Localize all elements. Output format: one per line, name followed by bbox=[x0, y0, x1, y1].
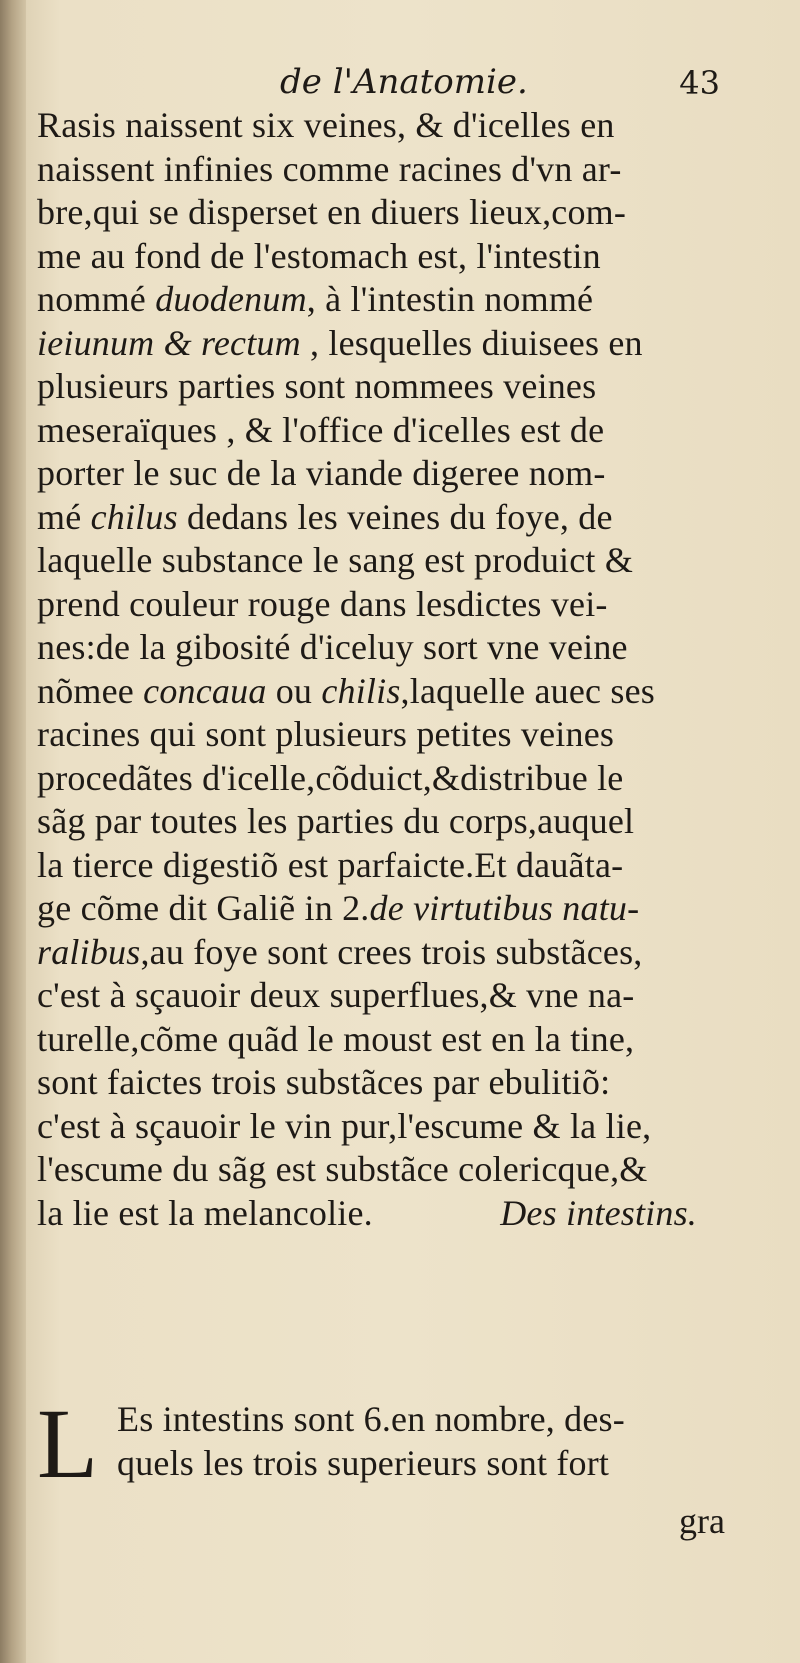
drop-cap: L bbox=[37, 1388, 99, 1499]
text-line: c'est à sçauoir le vin pur,l'escume & la lie, bbox=[37, 1105, 652, 1146]
text-line: la lie est la melancolie. Des intestins. bbox=[37, 1192, 727, 1236]
text-line: meseraïques , & l'office d'icelles est de bbox=[37, 409, 605, 450]
text-line: ieiunum & rectum , lesquelles diuisees en bbox=[37, 322, 643, 363]
latin-term: chilus bbox=[90, 496, 178, 537]
text-line: mé chilus dedans les veines du foye, de bbox=[37, 496, 613, 537]
text-line: plusieurs parties sont nommees veines bbox=[37, 366, 597, 406]
page-gutter bbox=[0, 0, 26, 1663]
text-line: porter le suc de la viande digeree nom- bbox=[37, 453, 606, 493]
text-line: naissent infinies comme racines d'vn ar- bbox=[37, 148, 622, 189]
latin-term: de virtutibus natu- bbox=[369, 888, 640, 928]
text-line: c'est à sçauoir deux superflues,& vne na- bbox=[37, 975, 635, 1015]
latin-term: ralibus bbox=[37, 931, 141, 972]
text-line: l'escume du sãg est substãce colericque,& bbox=[37, 1149, 648, 1189]
text-line: turelle,cõme quãd le moust est en la tine, bbox=[37, 1018, 635, 1059]
text-line: laquelle substance le sang est produict & bbox=[37, 540, 634, 580]
text-line: procedãtes d'icelle,cõduict,&distribue le bbox=[37, 757, 624, 798]
latin-term: chilis bbox=[321, 670, 401, 711]
section-heading: Des intestins. bbox=[500, 1192, 697, 1233]
intestins-section bbox=[37, 1388, 727, 1499]
latin-term: duodenum bbox=[155, 279, 307, 319]
body-text bbox=[37, 104, 727, 1235]
text-line: nes:de la gibosité d'iceluy sort vne veine bbox=[37, 627, 628, 667]
page-number: 43 bbox=[679, 64, 720, 102]
text-line: bre,qui se disperset en diuers lieux,com- bbox=[37, 192, 627, 232]
page-header bbox=[280, 62, 720, 102]
text-line: la tierce digestiõ est parfaicte.Et dauãta- bbox=[37, 844, 624, 885]
text-line: prend couleur rouge dans lesdictes vei- bbox=[37, 583, 608, 624]
latin-term: concaua bbox=[143, 670, 267, 711]
catchword: gra bbox=[679, 1501, 725, 1541]
text-line: nommé duodenum, à l'intestin nommé bbox=[37, 279, 594, 319]
text-line: nõmee concaua ou chilis,laquelle auec ses bbox=[37, 670, 656, 711]
text-line: sãg par toutes les parties du corps,auquel bbox=[37, 801, 635, 841]
text-line: ralibus,au foye sont crees trois substãces, bbox=[37, 931, 643, 972]
latin-term: ieiunum & rectum bbox=[37, 322, 301, 363]
text-line: quels les trois superieurs sont fort bbox=[117, 1442, 610, 1483]
text-line: Rasis naissent six veines, & d'icelles en bbox=[37, 105, 615, 145]
text-line: ge cõme dit Galiẽ in 2.de virtutibus natu- bbox=[37, 888, 640, 928]
running-title: de l'Anatomie. bbox=[280, 62, 528, 102]
text-line: Es intestins sont 6.en nombre, des- bbox=[117, 1399, 625, 1439]
text-line: sont faictes trois substãces par ebulitiõ: bbox=[37, 1062, 611, 1102]
text-line: me au fond de l'estomach est, l'intestin bbox=[37, 235, 601, 276]
text-line: racines qui sont plusieurs petites veines bbox=[37, 714, 615, 754]
